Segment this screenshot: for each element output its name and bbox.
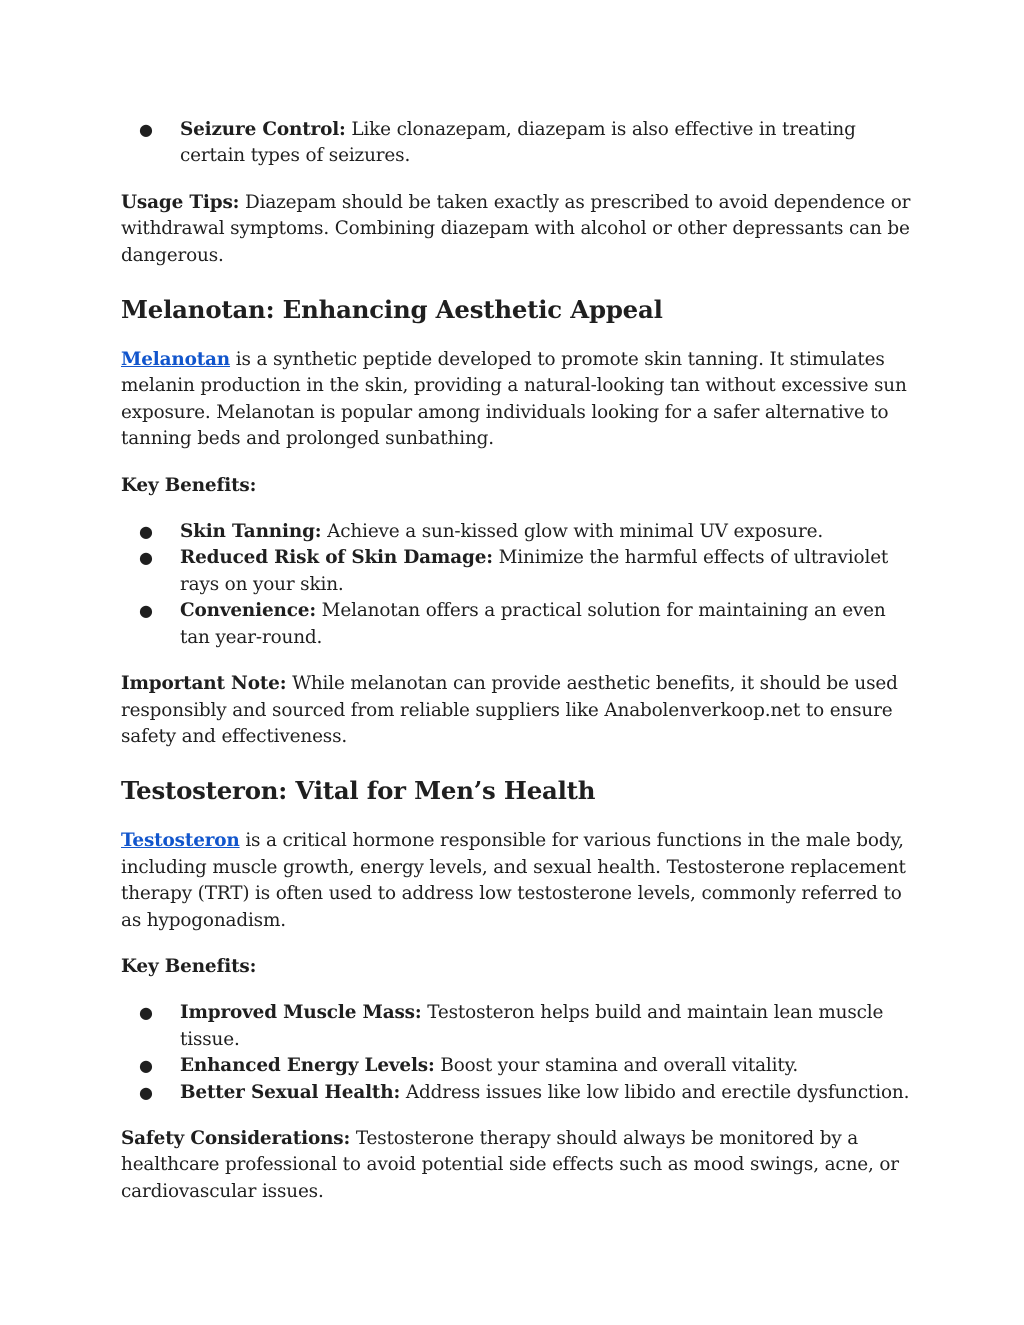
melanotan-benefits-list (121, 519, 911, 651)
list-item-term: Skin Tanning: (180, 521, 322, 543)
usage-tips-label: Usage Tips: (121, 191, 240, 213)
melanotan-link[interactable]: Melanotan (121, 349, 231, 371)
usage-tips-paragraph (121, 190, 911, 269)
list-item-term: Reduced Risk of Skin Damage: (180, 547, 493, 569)
list-item (139, 598, 911, 651)
melanotan-heading: Melanotan: Enhancing Aesthetic Appeal (121, 295, 663, 325)
seizure-list (121, 117, 911, 170)
safety-considerations-text: Testosterone therapy should always be monitored by a healthcare professional to avoid potential side effects such as mood swings, acne, or cardiovascular issues. (121, 1127, 899, 1202)
list-item-term: Convenience: (180, 600, 316, 622)
list-item-text: Like clonazepam, diazepam is also effective in treating certain types of seizures. (180, 119, 856, 167)
document-page (121, 117, 911, 1205)
list-item-term: Better Sexual Health: (180, 1081, 401, 1103)
melanotan-intro-text: is a synthetic peptide developed to promote skin tanning. It stimulates melanin production in the skin, providing a natural-looking tan without excessive sun exposure. Melanotan is popular among individuals looking for a safer alternative to tanning beds and prolonged sunbathing. (121, 349, 907, 450)
list-item-text: Address issues like low libido and erectile dysfunction. (400, 1081, 910, 1103)
testosteron-link[interactable]: Testosteron (121, 830, 240, 852)
list-item (139, 1000, 911, 1053)
important-note-paragraph (121, 671, 911, 750)
melanotan-intro-paragraph (121, 347, 911, 453)
bullet-icon: ● (139, 1003, 153, 1023)
list-item (139, 1080, 911, 1106)
key-benefits-label: Key Benefits: (121, 955, 257, 977)
important-note-text: While melanotan can provide aesthetic benefits, it should be used responsibly and sourced from reliable suppliers like Anabolenverkoop.net to ensure safety and effectiveness. (121, 673, 898, 747)
bullet-icon: ● (139, 548, 153, 568)
list-item-text: Melanotan offers a practical solution for maintaining an even tan year-round. (180, 600, 886, 648)
bullet-icon: ● (139, 522, 153, 542)
safety-considerations-label: Safety Considerations: (121, 1127, 351, 1149)
bullet-icon: ● (139, 1082, 153, 1102)
list-item (139, 1053, 911, 1079)
key-benefits-label: Key Benefits: (121, 474, 257, 496)
list-item-text: Boost your stamina and overall vitality. (434, 1055, 799, 1077)
list-item-term: Enhanced Energy Levels: (180, 1055, 435, 1077)
testosteron-intro-paragraph (121, 828, 911, 934)
important-note-label: Important Note: (121, 673, 287, 695)
bullet-icon: ● (139, 601, 153, 621)
testosteron-benefits-label (121, 954, 911, 980)
list-item-text: Testosteron helps build and maintain lean muscle tissue. (180, 1002, 884, 1050)
list-item-term: Improved Muscle Mass: (180, 1002, 422, 1024)
testosteron-intro-text: is a critical hormone responsible for various functions in the male body, including muscle growth, energy levels, and sexual health. Testosterone replacement therapy (TRT) is often used to address low testosterone levels, commonly referred to as hypogonadism. (121, 830, 906, 931)
list-item-term: Seizure Control: (180, 119, 346, 140)
bullet-icon: ● (139, 1056, 153, 1076)
list-item-text: Achieve a sun-kissed glow with minimal UV exposure. (321, 521, 824, 543)
testosteron-heading: Testosteron: Vital for Men’s Health (121, 776, 596, 806)
list-item (139, 117, 911, 170)
bullet-icon: ● (139, 120, 153, 139)
usage-tips-text: Diazepam should be taken exactly as prescribed to avoid dependence or withdrawal symptoms. Combining diazepam with alcohol or other depressants can be dangerous. (121, 191, 911, 266)
list-item (139, 519, 911, 545)
list-item-text: Minimize the harmful effects of ultraviolet rays on your skin. (180, 547, 889, 595)
safety-considerations-paragraph (121, 1126, 911, 1205)
testosteron-benefits-list (121, 1000, 911, 1106)
melanotan-benefits-label (121, 473, 911, 499)
list-item (139, 545, 911, 598)
